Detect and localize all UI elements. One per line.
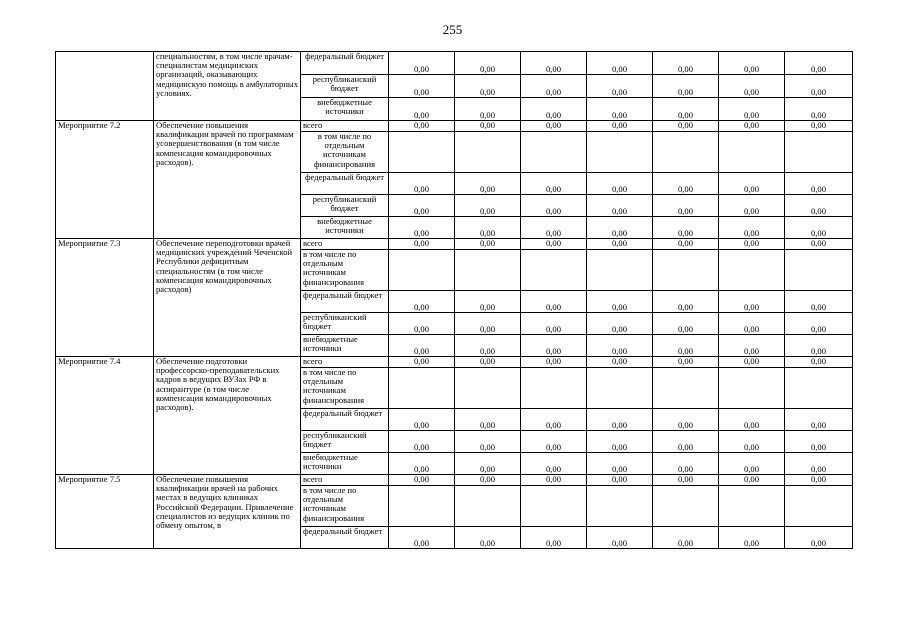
value-cell: 0,00 — [719, 195, 785, 217]
value-cell: 0,00 — [455, 52, 521, 75]
value-cell: 0,00 — [653, 291, 719, 313]
value-cell: 0,00 — [719, 173, 785, 195]
empty-cell — [653, 486, 719, 527]
value-cell: 0,00 — [785, 409, 853, 431]
measure-name: Мероприятие 7.4 — [56, 357, 154, 475]
value-cell: 0,00 — [587, 357, 653, 368]
empty-cell — [785, 368, 853, 409]
value-cell: 0,00 — [389, 98, 455, 121]
value-cell: 0,00 — [521, 217, 587, 239]
funding-source: республиканский бюджет — [301, 431, 389, 453]
funding-source: в том числе по отдельным источникам финансирования — [301, 250, 389, 291]
value-cell: 0,00 — [455, 409, 521, 431]
value-cell: 0,00 — [455, 217, 521, 239]
value-cell: 0,00 — [653, 527, 719, 549]
value-cell: 0,00 — [653, 98, 719, 121]
value-cell: 0,00 — [719, 335, 785, 357]
funding-source: внебюджетные источники — [301, 335, 389, 357]
value-cell: 0,00 — [455, 121, 521, 132]
value-cell: 0,00 — [389, 75, 455, 98]
value-cell: 0,00 — [389, 52, 455, 75]
funding-source: внебюджетные источники — [301, 453, 389, 475]
table-row — [56, 357, 853, 368]
empty-cell — [389, 368, 455, 409]
empty-cell — [587, 250, 653, 291]
value-cell: 0,00 — [389, 217, 455, 239]
value-cell: 0,00 — [587, 239, 653, 250]
value-cell: 0,00 — [521, 52, 587, 75]
funding-source: всего — [301, 121, 389, 132]
value-cell: 0,00 — [455, 291, 521, 313]
empty-cell — [653, 368, 719, 409]
value-cell: 0,00 — [455, 195, 521, 217]
value-cell: 0,00 — [587, 431, 653, 453]
value-cell: 0,00 — [719, 121, 785, 132]
value-cell: 0,00 — [521, 195, 587, 217]
value-cell: 0,00 — [455, 475, 521, 486]
empty-cell — [389, 132, 455, 173]
empty-cell — [389, 250, 455, 291]
value-cell: 0,00 — [785, 52, 853, 75]
funding-source: республиканский бюджет — [301, 313, 389, 335]
empty-cell — [455, 368, 521, 409]
value-cell: 0,00 — [389, 239, 455, 250]
value-cell: 0,00 — [389, 121, 455, 132]
value-cell: 0,00 — [653, 453, 719, 475]
value-cell: 0,00 — [521, 239, 587, 250]
value-cell: 0,00 — [719, 75, 785, 98]
measure-name-cell — [56, 52, 154, 121]
value-cell: 0,00 — [521, 291, 587, 313]
measure-description: специальностям, в том числе врачам-специалистам медицинских организаций, оказывающих медицинскую помощь в амбулаторных условиях. — [154, 52, 301, 121]
value-cell: 0,00 — [521, 357, 587, 368]
value-cell: 0,00 — [785, 357, 853, 368]
value-cell: 0,00 — [455, 75, 521, 98]
value-cell: 0,00 — [785, 98, 853, 121]
value-cell: 0,00 — [587, 453, 653, 475]
empty-cell — [455, 486, 521, 527]
value-cell: 0,00 — [389, 475, 455, 486]
empty-cell — [719, 486, 785, 527]
value-cell: 0,00 — [785, 475, 853, 486]
value-cell: 0,00 — [455, 173, 521, 195]
value-cell: 0,00 — [455, 431, 521, 453]
value-cell: 0,00 — [719, 409, 785, 431]
value-cell: 0,00 — [521, 121, 587, 132]
table-row — [56, 475, 853, 486]
value-cell: 0,00 — [587, 195, 653, 217]
measure-name: Мероприятие 7.2 — [56, 121, 154, 239]
value-cell: 0,00 — [785, 527, 853, 549]
funding-source: федеральный бюджет — [301, 173, 389, 195]
value-cell: 0,00 — [719, 52, 785, 75]
value-cell: 0,00 — [587, 217, 653, 239]
empty-cell — [653, 132, 719, 173]
value-cell: 0,00 — [587, 98, 653, 121]
empty-cell — [653, 250, 719, 291]
empty-cell — [719, 132, 785, 173]
measure-description: Обеспечение повышения квалификации врачей на рабочих местах в ведущих клиниках Российской Федерации. Привлечение специалистов из ведущих клиник по обмену опытом, в — [154, 475, 301, 549]
empty-cell — [587, 132, 653, 173]
value-cell: 0,00 — [389, 453, 455, 475]
table-row — [56, 239, 853, 250]
value-cell: 0,00 — [521, 75, 587, 98]
value-cell: 0,00 — [653, 431, 719, 453]
value-cell: 0,00 — [785, 75, 853, 98]
funding-source: федеральный бюджет — [301, 409, 389, 431]
value-cell: 0,00 — [785, 453, 853, 475]
value-cell: 0,00 — [587, 527, 653, 549]
funding-source: республиканский бюджет — [301, 195, 389, 217]
value-cell: 0,00 — [389, 173, 455, 195]
value-cell: 0,00 — [653, 239, 719, 250]
value-cell: 0,00 — [653, 52, 719, 75]
value-cell: 0,00 — [521, 431, 587, 453]
value-cell: 0,00 — [785, 121, 853, 132]
empty-cell — [719, 368, 785, 409]
measure-description: Обеспечение переподготовки врачей медицинских учреждений Чеченской Республики дефицитным специальностям (в том числе компенсация командировочных расходов) — [154, 239, 301, 357]
value-cell: 0,00 — [785, 335, 853, 357]
value-cell: 0,00 — [719, 453, 785, 475]
value-cell: 0,00 — [719, 313, 785, 335]
value-cell: 0,00 — [455, 357, 521, 368]
funding-source: внебюджетные источники — [301, 98, 389, 121]
value-cell: 0,00 — [785, 239, 853, 250]
value-cell: 0,00 — [521, 475, 587, 486]
funding-source: всего — [301, 239, 389, 250]
empty-cell — [785, 132, 853, 173]
value-cell: 0,00 — [785, 431, 853, 453]
empty-cell — [719, 250, 785, 291]
value-cell: 0,00 — [653, 121, 719, 132]
value-cell: 0,00 — [785, 195, 853, 217]
value-cell: 0,00 — [521, 335, 587, 357]
value-cell: 0,00 — [389, 431, 455, 453]
empty-cell — [521, 486, 587, 527]
empty-cell — [521, 132, 587, 173]
value-cell: 0,00 — [389, 527, 455, 549]
empty-cell — [521, 368, 587, 409]
value-cell: 0,00 — [521, 98, 587, 121]
value-cell: 0,00 — [719, 217, 785, 239]
table-body — [56, 52, 853, 549]
measure-description: Обеспечение подготовки профессорско-преподавательских кадров в ведущих ВУЗах РФ в аспирантуре (в том числе компенсация командировочных расходов). — [154, 357, 301, 475]
value-cell: 0,00 — [521, 173, 587, 195]
value-cell: 0,00 — [785, 291, 853, 313]
value-cell: 0,00 — [521, 527, 587, 549]
table-row — [56, 121, 853, 132]
value-cell: 0,00 — [653, 313, 719, 335]
value-cell: 0,00 — [653, 173, 719, 195]
value-cell: 0,00 — [719, 357, 785, 368]
value-cell: 0,00 — [521, 313, 587, 335]
empty-cell — [455, 132, 521, 173]
value-cell: 0,00 — [587, 335, 653, 357]
funding-source: всего — [301, 357, 389, 368]
funding-source: в том числе по отдельным источникам финансирования — [301, 132, 389, 173]
value-cell: 0,00 — [587, 475, 653, 486]
value-cell: 0,00 — [653, 195, 719, 217]
funding-source: внебюджетные источники — [301, 217, 389, 239]
value-cell: 0,00 — [455, 313, 521, 335]
value-cell: 0,00 — [389, 313, 455, 335]
measure-name: Мероприятие 7.5 — [56, 475, 154, 549]
empty-cell — [587, 486, 653, 527]
value-cell: 0,00 — [389, 409, 455, 431]
value-cell: 0,00 — [389, 291, 455, 313]
value-cell: 0,00 — [719, 431, 785, 453]
value-cell: 0,00 — [785, 217, 853, 239]
empty-cell — [785, 250, 853, 291]
funding-source: республиканский бюджет — [301, 75, 389, 98]
value-cell: 0,00 — [587, 75, 653, 98]
page-number: 255 — [442, 22, 463, 37]
empty-cell — [785, 486, 853, 527]
value-cell: 0,00 — [719, 475, 785, 486]
value-cell: 0,00 — [587, 291, 653, 313]
empty-cell — [587, 368, 653, 409]
funding-source: федеральный бюджет — [301, 527, 389, 549]
funding-source: в том числе по отдельным источникам финансирования — [301, 368, 389, 409]
value-cell: 0,00 — [719, 98, 785, 121]
value-cell: 0,00 — [455, 453, 521, 475]
funding-source: федеральный бюджет — [301, 52, 389, 75]
empty-cell — [455, 250, 521, 291]
funding-source: федеральный бюджет — [301, 291, 389, 313]
value-cell: 0,00 — [587, 409, 653, 431]
value-cell: 0,00 — [653, 217, 719, 239]
value-cell: 0,00 — [521, 453, 587, 475]
funding-source: всего — [301, 475, 389, 486]
empty-cell — [389, 486, 455, 527]
value-cell: 0,00 — [653, 335, 719, 357]
value-cell: 0,00 — [653, 75, 719, 98]
value-cell: 0,00 — [455, 98, 521, 121]
value-cell: 0,00 — [587, 313, 653, 335]
value-cell: 0,00 — [389, 335, 455, 357]
value-cell: 0,00 — [455, 335, 521, 357]
value-cell: 0,00 — [653, 357, 719, 368]
value-cell: 0,00 — [587, 121, 653, 132]
value-cell: 0,00 — [455, 239, 521, 250]
value-cell: 0,00 — [521, 409, 587, 431]
value-cell: 0,00 — [719, 291, 785, 313]
table-row — [56, 52, 853, 75]
funding-source: в том числе по отдельным источникам финансирования — [301, 486, 389, 527]
value-cell: 0,00 — [785, 313, 853, 335]
measure-name: Мероприятие 7.3 — [56, 239, 154, 357]
value-cell: 0,00 — [455, 527, 521, 549]
value-cell: 0,00 — [389, 195, 455, 217]
measure-description: Обеспечение повышения квалификации врачей по программам усовершенствования (в том числе компенсация командировочных расходов). — [154, 121, 301, 239]
value-cell: 0,00 — [587, 173, 653, 195]
value-cell: 0,00 — [785, 173, 853, 195]
value-cell: 0,00 — [719, 527, 785, 549]
value-cell: 0,00 — [389, 357, 455, 368]
value-cell: 0,00 — [587, 52, 653, 75]
value-cell: 0,00 — [719, 239, 785, 250]
value-cell: 0,00 — [653, 475, 719, 486]
funding-table — [55, 51, 853, 549]
value-cell: 0,00 — [653, 409, 719, 431]
empty-cell — [521, 250, 587, 291]
